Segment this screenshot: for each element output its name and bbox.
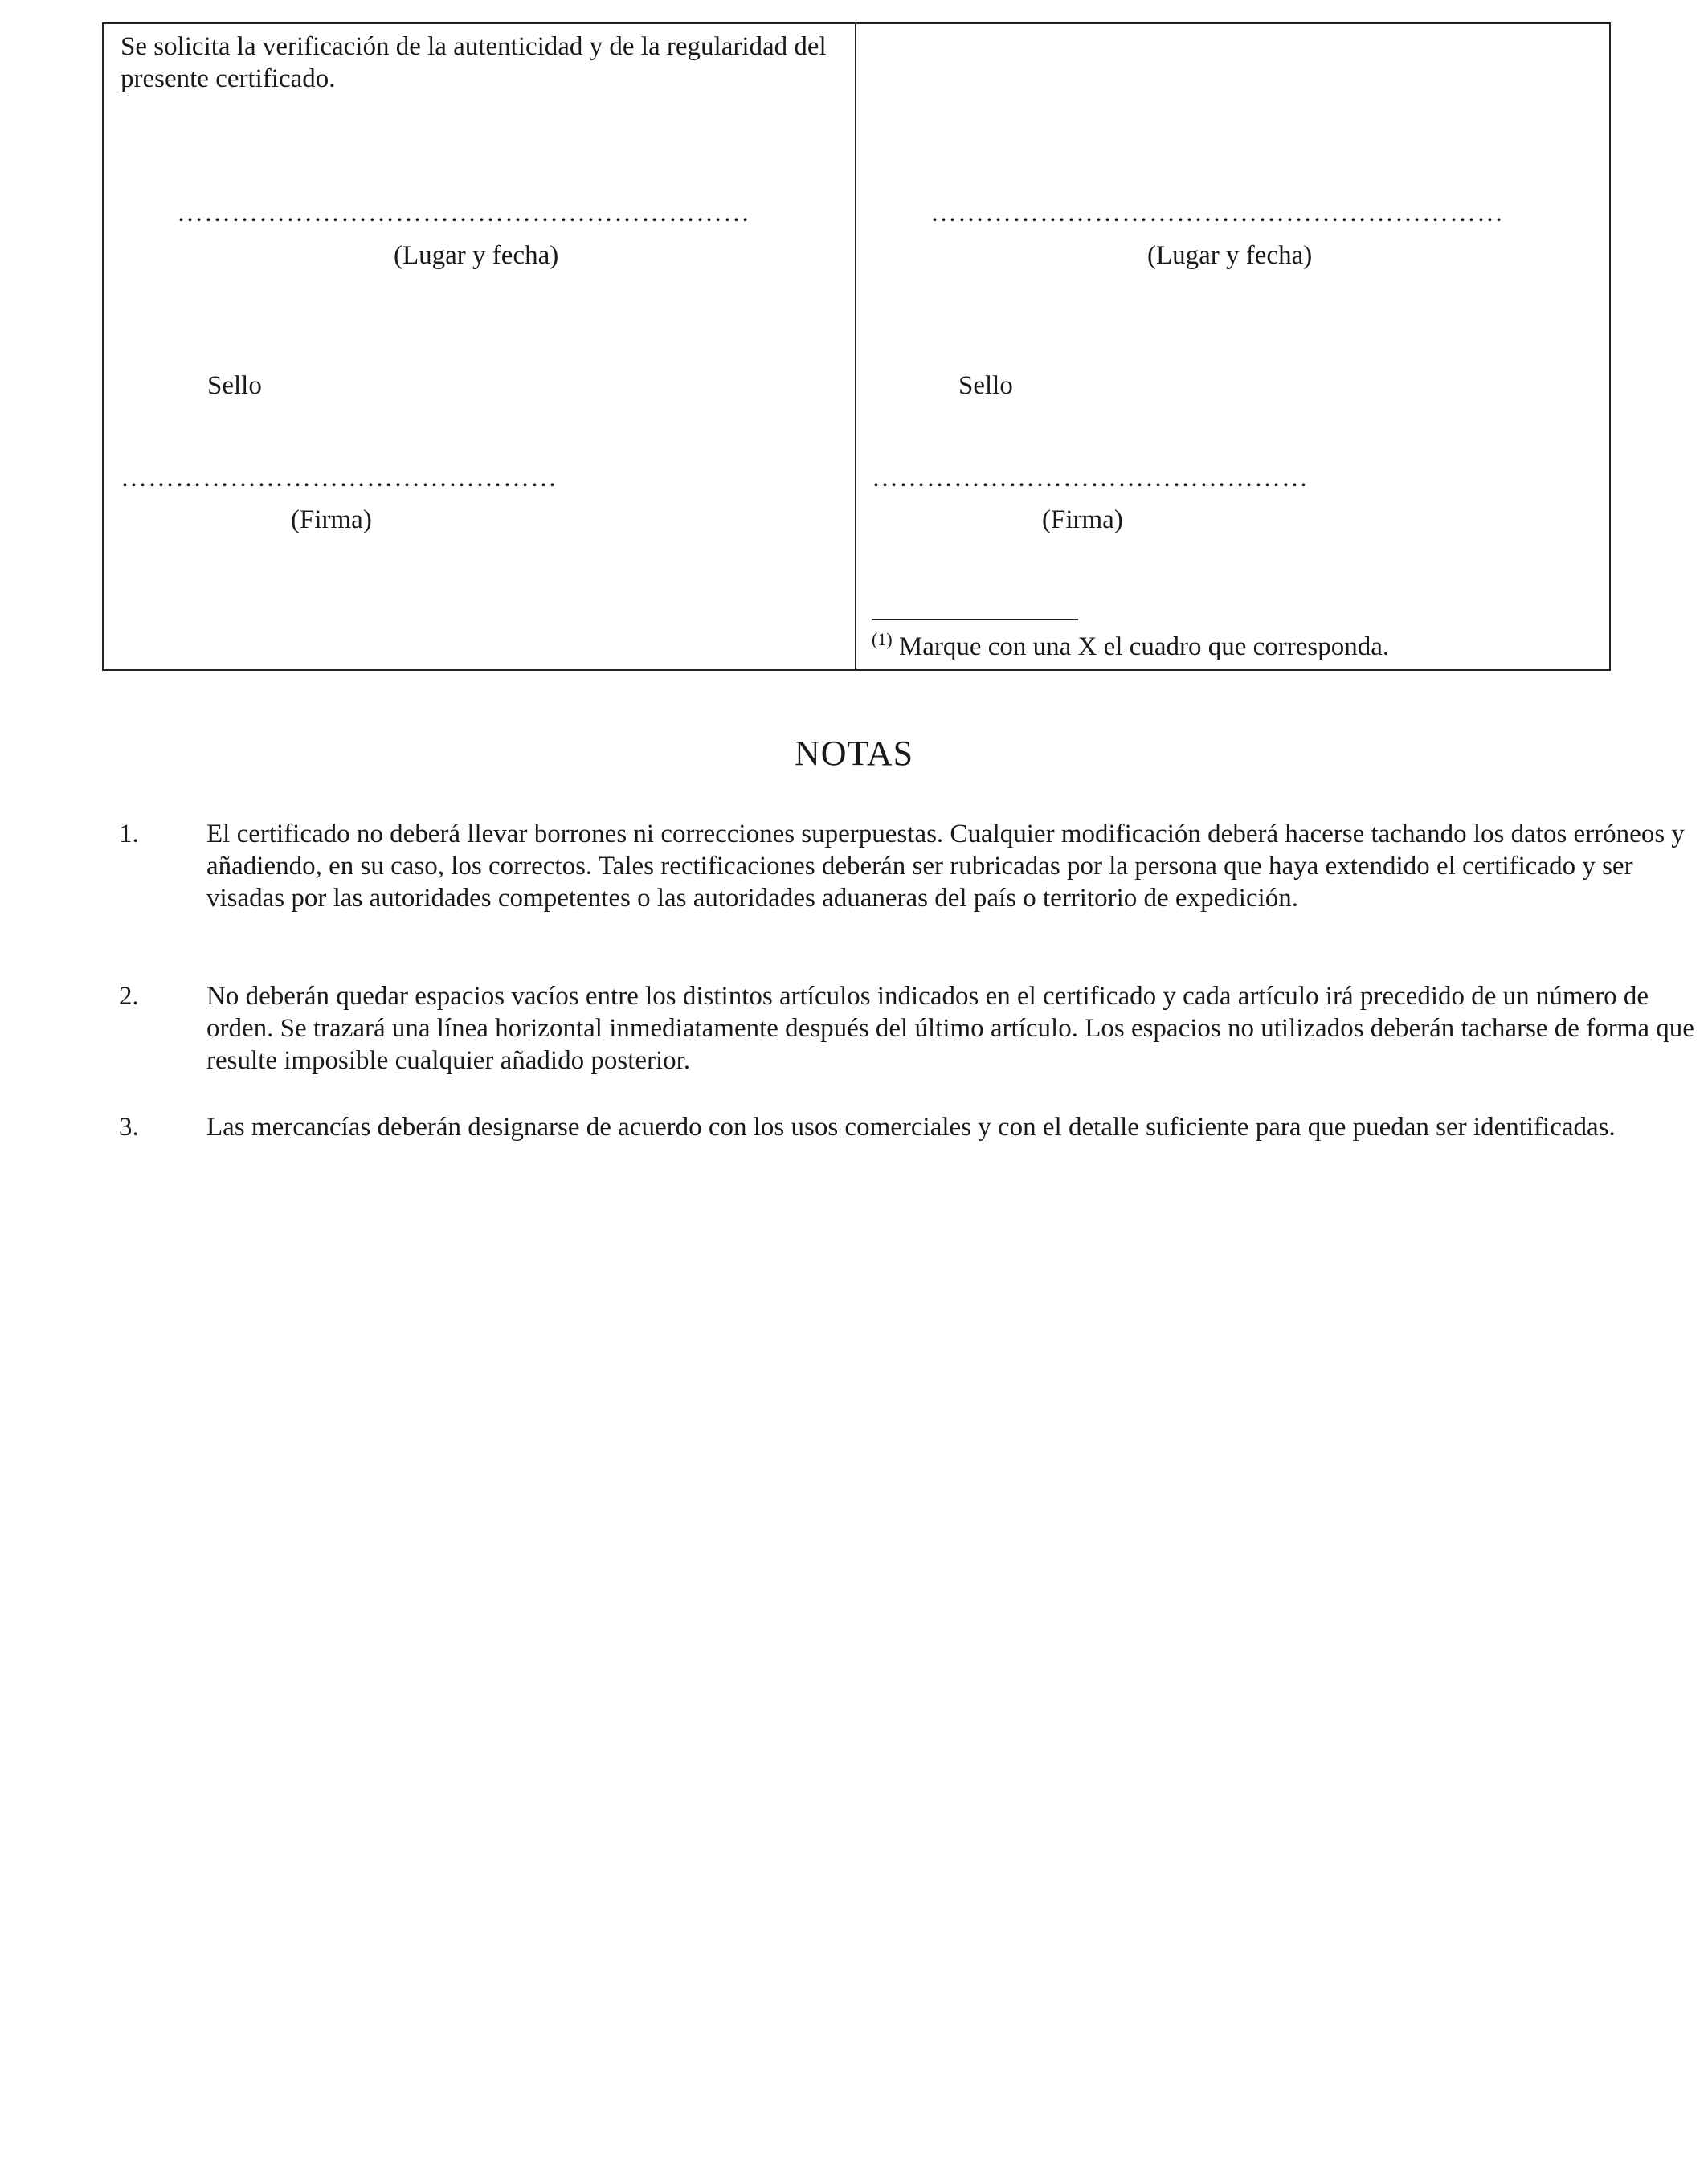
note-number: 3. (119, 1113, 139, 1142)
left-seal-label: Sello (207, 371, 262, 400)
note-text: Las mercancías deberán designarse de acuerdo con los usos comerciales y con el detalle suficiente para que puedan ser identificadas. (206, 1113, 1616, 1142)
verification-request-text: Se solicita la verificación de la autenticidad y de la regularidad del presente certificado. (121, 32, 827, 93)
note-number: 2. (119, 982, 139, 1011)
note-number: 1. (119, 820, 139, 848)
left-place-date-dotted-line: ……………………………………………………… (177, 198, 750, 227)
footnote-text: Marque con una X el cuadro que corresponda. (892, 632, 1390, 661)
column-divider (855, 24, 856, 669)
left-place-date-label: (Lugar y fecha) (394, 241, 559, 270)
right-place-date-dotted-line: ……………………………………………………… (930, 198, 1504, 227)
note-item (119, 980, 1694, 1077)
note-item (119, 1111, 1616, 1175)
right-signature-dotted-line: ………………………………………… (872, 464, 1309, 493)
footnote (872, 631, 1389, 663)
note-item (119, 818, 1685, 946)
note-text: No deberán quedar espacios vacíos entre los distintos artículos indicados en el certificado y cada artículo irá precedido de un número de orden. Se trazará una línea horizontal inmediatamente después del último artículo. Los espacios no utilizados deberán tacharse de forma que resulte imposible cualquier añadido posterior. (206, 982, 1694, 1075)
verification-form-box (102, 22, 1611, 671)
note-text: El certificado no deberá llevar borrones ni correcciones superpuestas. Cualquier modificación deberá hacerse tachando los datos erróneos y añadiendo, en su caso, los correctos. Tales rectificaciones deberán ser rubricadas por la persona que haya extendido el certificado y ser visadas por las autoridades competentes o las autoridades aduaneras del país o territorio de expedición. (206, 820, 1685, 913)
right-place-date-label: (Lugar y fecha) (1147, 241, 1313, 270)
right-seal-label: Sello (958, 371, 1013, 400)
notes-title: NOTAS (794, 734, 914, 773)
right-signature-label: (Firma) (1042, 505, 1123, 534)
left-signature-dotted-line: ………………………………………… (121, 464, 558, 493)
left-signature-label: (Firma) (291, 505, 372, 534)
footnote-marker: (1) (872, 629, 893, 649)
footnote-separator (872, 619, 1078, 620)
